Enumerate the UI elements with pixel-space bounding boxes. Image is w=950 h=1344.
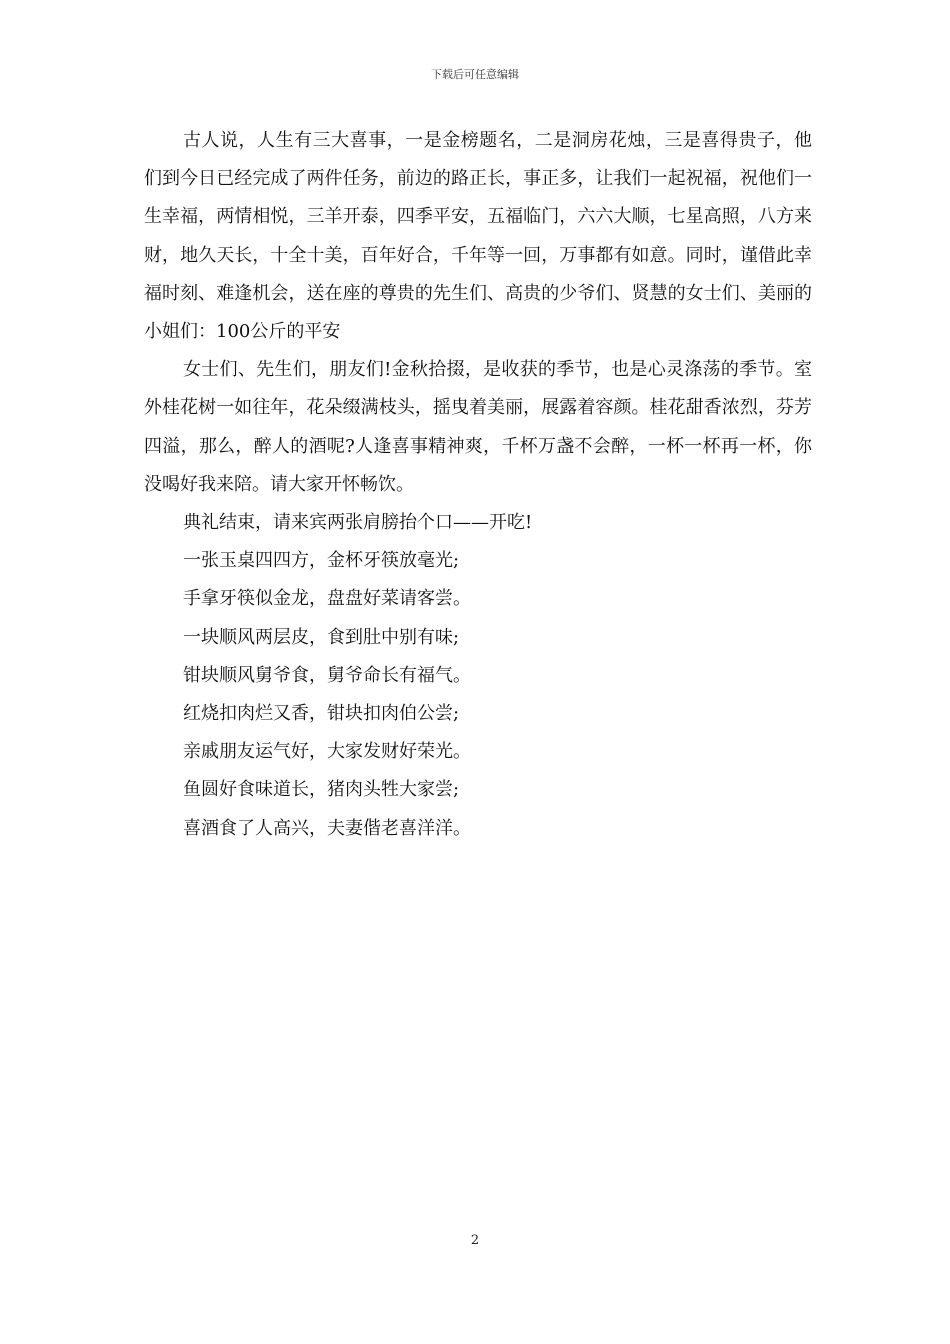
verse-line: 一张玉桌四四方，金杯牙筷放毫光; <box>183 550 460 572</box>
page-header: 下载后可任意编辑 <box>431 68 519 81</box>
verse-line: 手拿牙筷似金龙，盘盘好菜请客尝。 <box>183 588 471 610</box>
verse-line: 亲戚朋友运气好，大家发财好荣光。 <box>183 741 471 763</box>
verse-line: 鱼圆好食味道长，猪肉头牲大家尝; <box>183 779 460 801</box>
verse-line: 红烧扣肉烂又香，钳块扣肉伯公尝; <box>183 703 460 725</box>
paragraph-toast: 女士们、先生们，朋友们!金秋拾掇，是收获的季节，也是心灵涤荡的季节。室外桂花树一如往年，花朵缀满枝头，摇曳着美丽，展露着容颜。桂花甜香浓烈，芬芳四溢，那么，醉人的酒呢?人逢喜事精神爽，千杯万盏不会醉，一杯一杯再一杯，你没喝好我来陪。请大家开怀畅饮。 <box>144 359 812 495</box>
document-body <box>144 122 812 848</box>
paragraph-blessing: 古人说，人生有三大喜事，一是金榜题名，二是洞房花烛，三是喜得贵子，他们到今日已经完成了两件任务，前边的路正长，事正多，让我们一起祝福，祝他们一生幸福，两情相悦，三羊开泰，四季平安，五福临门，六六大顺，七星高照，八方来财，地久天长，十全十美，百年好合，千年等一回，万事都有如意。同时，谨借此幸福时刻、难逢机会，送在座的尊贵的先生们、高贵的少爷们、贤慧的女士们、美丽的小姐们：100公斤的平安 <box>144 130 812 343</box>
verse-line: 一块顺风两层皮，食到肚中别有味; <box>183 626 460 648</box>
verse-line: 喜酒食了人高兴，夫妻偕老喜洋洋。 <box>183 817 471 839</box>
page-number: 2 <box>470 1233 480 1248</box>
verse-line: 典礼结束，请来宾两张肩膀抬个口——开吃! <box>183 512 533 534</box>
verse-line: 钳块顺风舅爷食，舅爷命长有福气。 <box>183 664 471 686</box>
